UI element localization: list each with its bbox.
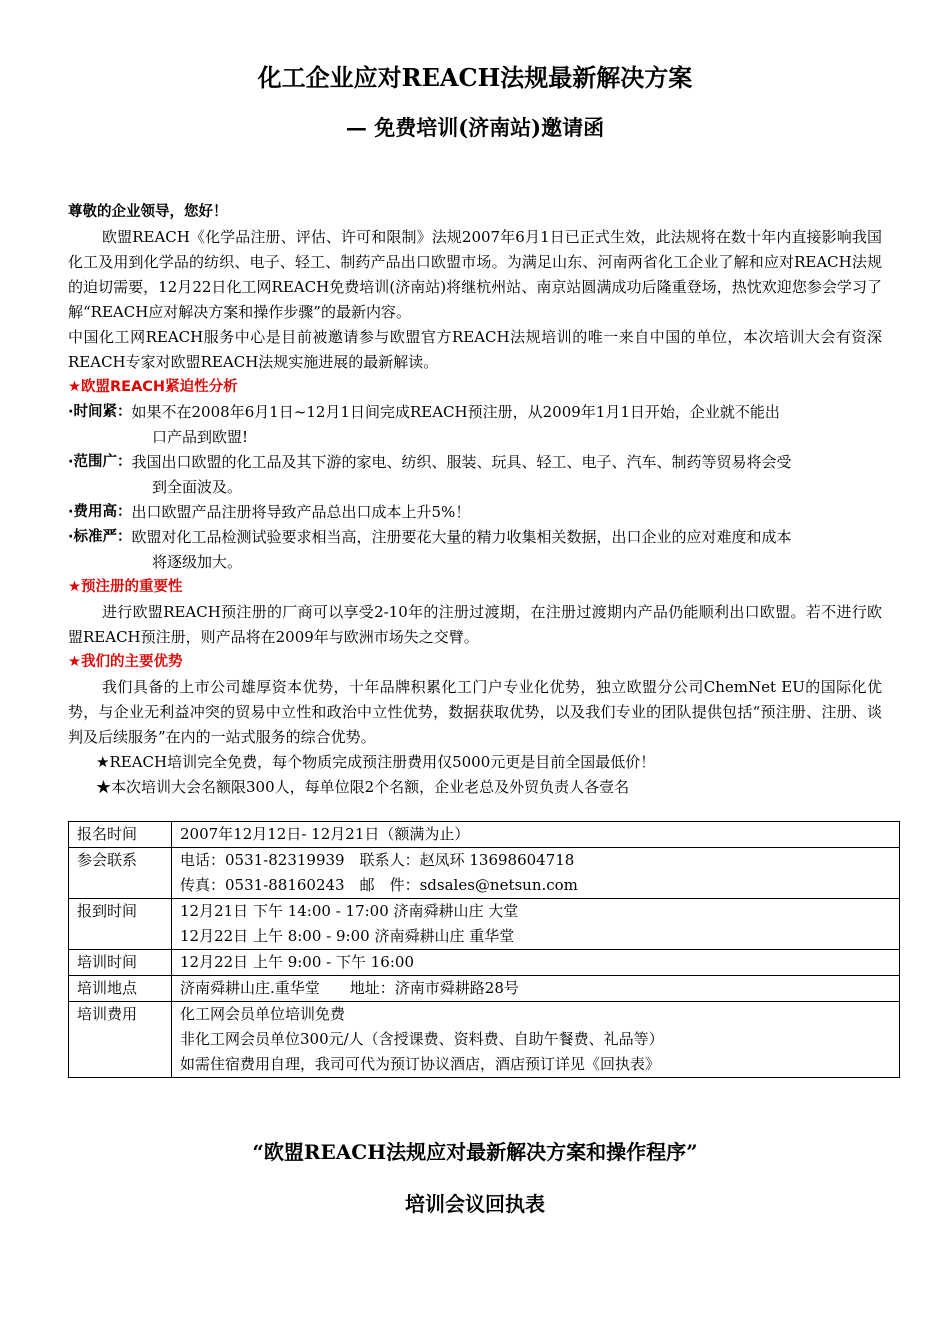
bullet-text: 欧盟对化工品检测试验要求相当高，注册要花大量的精力收集相关数据，出口企业的应对难度和成本: [131, 528, 792, 546]
table-key: 报名时间: [69, 822, 172, 848]
section-heading-urgency: ★欧盟REACH紧迫性分析: [68, 379, 238, 395]
bullet-item: [68, 400, 882, 425]
value-line: 12月22日 上午 9:00 - 下午 16:00: [180, 953, 414, 971]
bullet-item: [68, 525, 882, 550]
bullet-label: ·标准严：: [68, 529, 132, 545]
bullet-text-continued: 将逐级加大。: [152, 553, 243, 571]
section-heading-advantages: ★我们的主要优势: [68, 654, 183, 670]
bullet-text-continued: 到全面波及。: [152, 478, 243, 496]
bullet-label: ·费用高：: [68, 504, 132, 520]
intro-paragraph: 欧盟REACH《化学品注册、评估、许可和限制》法规2007年6月1日已正式生效，此法规将在数十年内直接影响我国化工及用到化学品的纺织、电子、轻工、制药产品出口欧盟市场。为满足山东、河南两省化工企业了解和应对REACH法规的迫切需要，12月22日化工网REACH免费培训(济南站)将继杭州站、南京站圆满成功后隆重登场，热忱欢迎您参会学习了解“REACH应对解决方案和操作步骤”的最新内容。: [68, 228, 882, 321]
table-row: [69, 848, 900, 899]
value-line: 2007年12月12日- 12月21日（额满为止）: [180, 825, 470, 843]
intro-paragraph: 中国化工网REACH服务中心是目前被邀请参与欧盟官方REACH法规培训的唯一来自中国的单位，本次培训大会有资深REACH专家对欧盟REACH法规实施进展的最新解读。: [68, 328, 882, 371]
training-info-table: [68, 821, 900, 1078]
table-row: [69, 899, 900, 950]
value-line: 12月21日 下午 14:00 - 17:00 济南舜耕山庄 大堂: [180, 902, 519, 920]
preregistration-paragraph: 进行欧盟REACH预注册的厂商可以享受2-10年的注册过渡期，在注册过渡期内产品仍能顺利出口欧盟。若不进行欧盟REACH预注册，则产品将在2009年与欧洲市场失之交臂。: [68, 603, 882, 646]
table-key: 培训地点: [69, 976, 172, 1002]
value-line: 化工网会员单位培训免费: [180, 1005, 346, 1023]
table-value: [172, 976, 900, 1002]
table-key: 报到时间: [69, 899, 172, 950]
greeting: 尊敬的企业领导，您好！: [68, 204, 228, 220]
table-row: [69, 950, 900, 976]
document-body: [68, 200, 882, 800]
bullet-text: 如果不在2008年6月1日~12月1日间完成REACH预注册，从2009年1月1日开始，企业就不能出: [131, 403, 780, 421]
bullet-text: 出口欧盟产品注册将导致产品总出口成本上升5%！: [131, 503, 471, 521]
bullet-text: 我国出口欧盟的化工品及其下游的家电、纺织、服装、玩具、轻工、电子、汽车、制药等贸易将会受: [131, 453, 792, 471]
value-line: 12月22日 上午 8:00 - 9:00 济南舜耕山庄 重华堂: [180, 927, 515, 945]
reply-form-subtitle: 培训会议回执表: [405, 1192, 545, 1216]
bullet-item: [68, 450, 882, 475]
table-row: [69, 976, 900, 1002]
document-subtitle: — 免费培训(济南站)邀请函: [345, 115, 605, 140]
bullet-text-continued: 口产品到欧盟!: [152, 428, 249, 446]
table-value: [172, 848, 900, 899]
value-line: 电话：0531-82319939 联系人：赵凤环 13698604718: [180, 851, 575, 869]
table-key: 参会联系: [69, 848, 172, 899]
bullet-label: ·时间紧：: [68, 404, 132, 420]
highlight-quota: ★本次培训大会名额限300人，每单位限2个名额，企业老总及外贸负责人各壹名: [96, 778, 630, 796]
bullet-item: [68, 500, 882, 525]
table-key: 培训时间: [69, 950, 172, 976]
table-row: [69, 1002, 900, 1078]
advantages-paragraph: 我们具备的上市公司雄厚资本优势，十年品牌积累化工门户专业化优势，独立欧盟分公司ChemNet EU的国际化优势，与企业无利益冲突的贸易中立性和政治中立性优势，数据获取优势，以及我们专业的团队提供包括“预注册、注册、谈判及后续服务”在内的一站式服务的综合优势。: [68, 678, 882, 746]
highlight-free-training: ★REACH培训完全免费，每个物质完成预注册费用仅5000元更是目前全国最低价！: [96, 753, 656, 771]
document-title: 化工企业应对REACH法规最新解决方案: [257, 63, 693, 92]
value-line: 非化工网会员单位300元/人（含授课费、资料费、自助午餐费、礼品等）: [180, 1030, 664, 1048]
value-line: 济南舜耕山庄.重华堂 地址：济南市舜耕路28号: [180, 979, 519, 997]
bullet-label: ·范围广：: [68, 454, 132, 470]
table-value: [172, 950, 900, 976]
table-value: [172, 899, 900, 950]
table-value: [172, 1002, 900, 1078]
table-value: [172, 822, 900, 848]
section-heading-preregistration: ★预注册的重要性: [68, 579, 183, 595]
reply-form-title: “欧盟REACH法规应对最新解决方案和操作程序”: [252, 1140, 698, 1164]
table-row: [69, 822, 900, 848]
value-line: 传真：0531-88160243 邮 件：sdsales@netsun.com: [180, 876, 578, 894]
table-key: 培训费用: [69, 1002, 172, 1078]
value-line: 如需住宿费用自理，我司可代为预订协议酒店，酒店预订详见《回执表》: [180, 1055, 661, 1073]
